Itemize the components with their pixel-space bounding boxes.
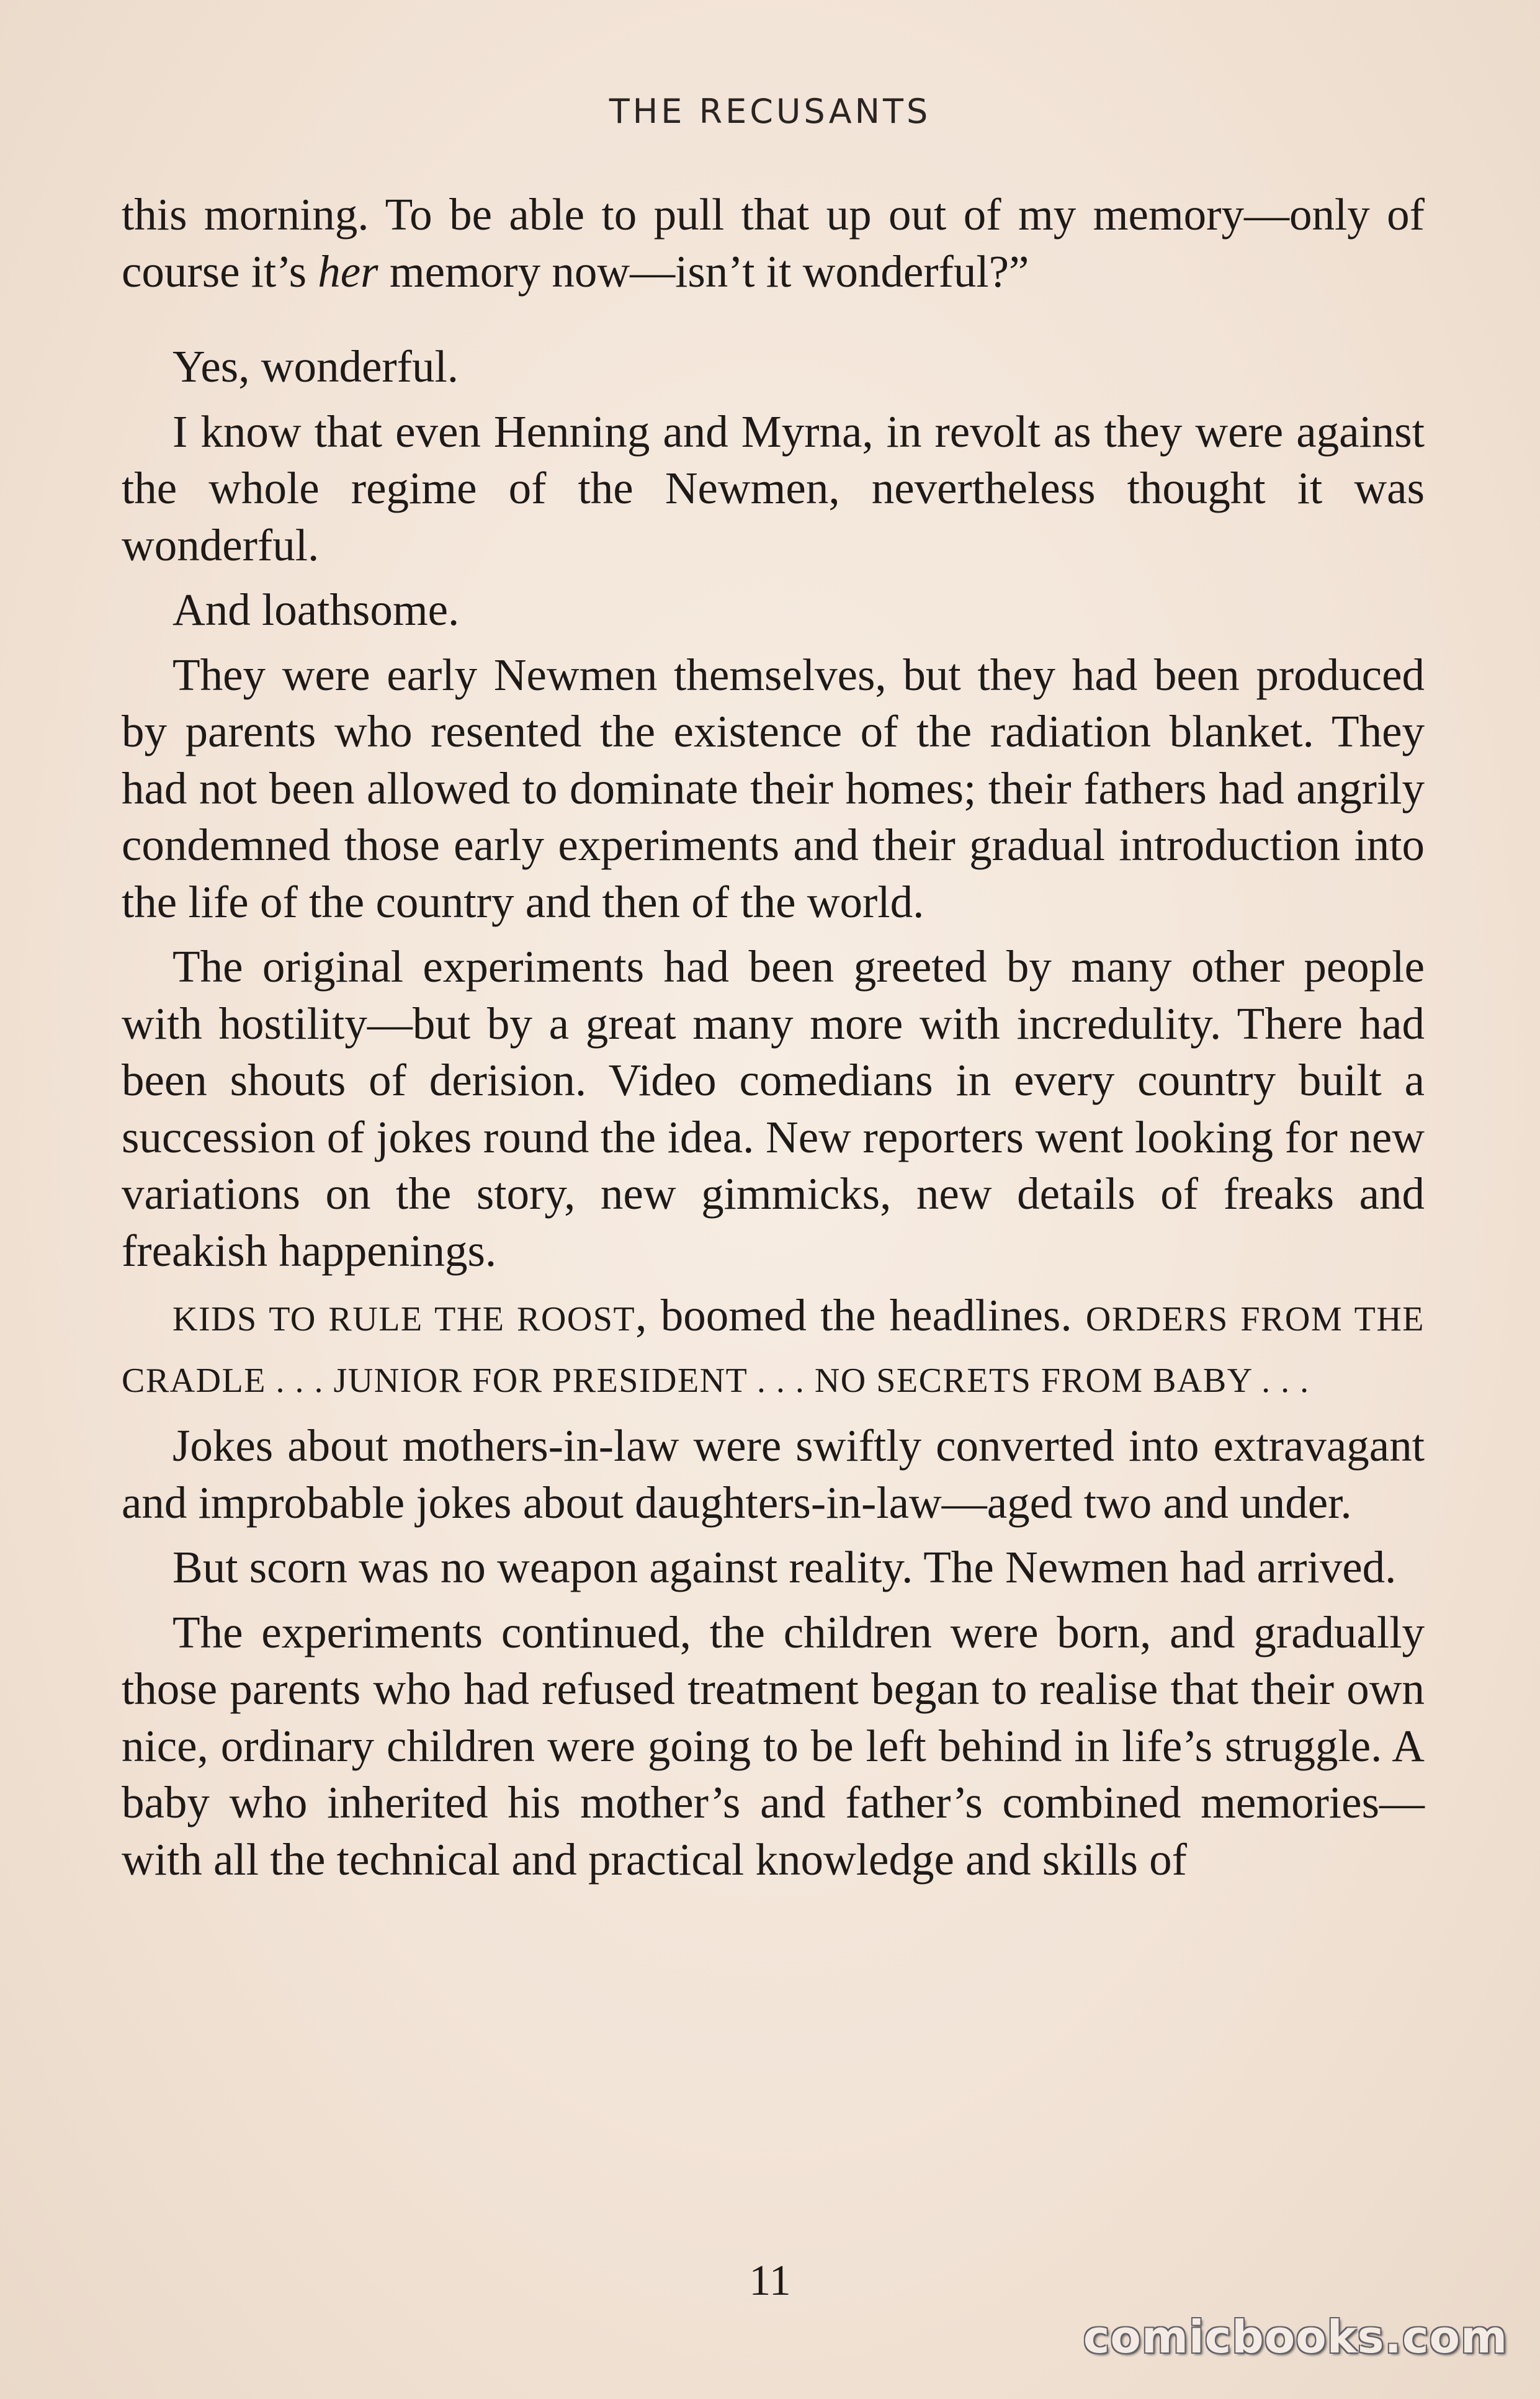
- paragraph-6: The original experiments had been greeted by many other people with hostility—but by a great many more with incredulity. There had been shouts of derision. Video comedians in every country built a succession of jokes round the idea. New reporters went looking for new variations on the story, new gimmicks, new details of freaks and freakish happenings.: [122, 941, 1425, 1276]
- paragraph-1: [122, 186, 1425, 300]
- paragraph-4: And loathsome.: [172, 585, 460, 635]
- paragraph-1-text-a: this morning. To be able to pull that up out of my memory—only of course it’s: [122, 189, 1425, 297]
- paragraph-7: [122, 1287, 1425, 1409]
- headline-small-caps-1: KIDS TO RULE THE ROOST: [172, 1300, 636, 1339]
- watermark-logo: comicbooks.com: [1083, 2311, 1508, 2363]
- running-head: THE RECUSANTS: [609, 92, 931, 131]
- paragraph-10: The experiments continued, the children were born, and gradually those parents who had refused treatment began to realise that their own nice, ordinary children were going to be left behind in life’s struggle. A baby who inherited his mother’s and father’s combined memories—with all the technical and practical knowledge and skills of: [122, 1607, 1425, 1885]
- paragraph-5: They were early Newmen themselves, but they had been produced by parents who resented the existence of the radiation blanket. They had not been allowed to dominate their homes; their fathers had angrily condemned those early experiments and their gradual introduction into the life of the country and then of the world.: [122, 649, 1425, 927]
- paragraph-9: But scorn was no weapon against reality. The Newmen had arrived.: [172, 1542, 1397, 1592]
- paragraph-2: Yes, wonderful.: [172, 341, 459, 392]
- headline-small-caps-2: ORDERS FROM THE CRADLE . . . JUNIOR FOR PRESIDENT . . . NO SECRETS FROM BABY . . .: [122, 1300, 1425, 1400]
- page-number: 11: [749, 2257, 791, 2305]
- paragraph-8: Jokes about mothers-in-law were swiftly converted into extravagant and improbable jokes about daughters-in-law—aged two and under.: [122, 1420, 1425, 1528]
- paragraph-1-italic: her: [318, 246, 378, 297]
- paragraph-3: I know that even Henning and Myrna, in revolt as they were against the whole regime of the Newmen, nevertheless thought it was wonderful.: [122, 406, 1425, 570]
- paragraph-7-text: , boomed the headlines.: [635, 1290, 1086, 1340]
- paragraph-1-text-b: memory now—isn’t it wonderful?”: [378, 246, 1029, 297]
- body-text: [122, 186, 1425, 1896]
